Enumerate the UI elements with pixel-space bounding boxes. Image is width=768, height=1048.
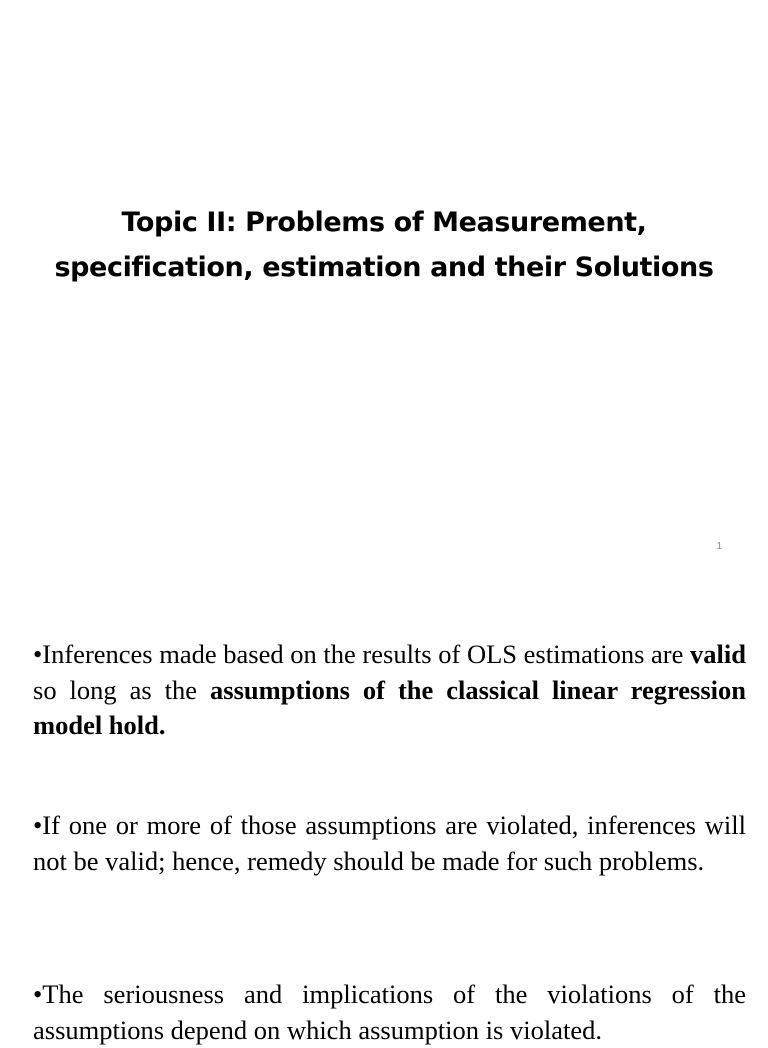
p1-bold-valid: valid [690, 639, 746, 669]
slide-number: 1 [716, 541, 722, 552]
paragraph-inferences [33, 637, 746, 744]
p1-bold-assumptions: assumptions of the classical linear regression model hold. [33, 674, 746, 740]
paragraph-seriousness: •The seriousness and implications of the violations of the assumptions depend on which assumption is violated. [33, 979, 746, 1045]
p1-text-a: •Inferences made based on the results of OLS estimations are [33, 639, 691, 669]
slide-title [0, 200, 768, 290]
title-line-2: specification, estimation and their Solutions [54, 252, 714, 283]
title-line-1: Topic II: Problems of Measurement, [121, 207, 647, 238]
slide-2 [0, 576, 768, 1045]
paragraph-violations: •If one or more of those assumptions are violated, inferences will not be valid; hence, remedy should be made for such problems. [33, 810, 746, 876]
p1-text-c: so long as the [33, 674, 211, 705]
